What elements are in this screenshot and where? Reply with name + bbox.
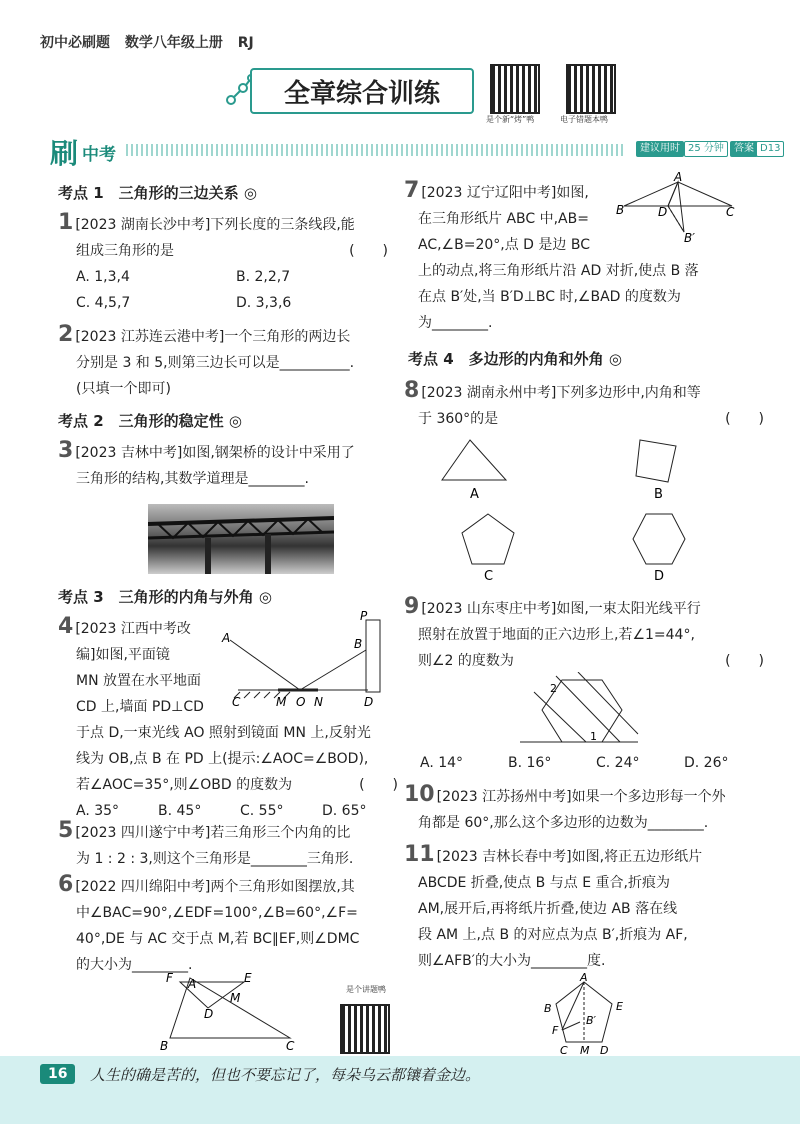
question-7: 7 [2023 辽宁辽阳中考]如图, 在三角形纸片 ABC 中,AB= AC,∠B=20°,点 D 是边 BC 上的动点,将三角形纸片沿 AD 对折,使点 B 落 在点 B′处,当 B′D⊥BC 时,∠BAD 的度数为 为________. <box>404 178 699 331</box>
svg-text:M: M <box>276 695 287 709</box>
q9-option-b[interactable]: B. 16° <box>508 755 552 771</box>
svg-text:1: 1 <box>590 730 597 743</box>
question-8: 8 [2023 湖南永州中考]下列多边形中,内角和等 于 360°的是 ( ) <box>404 378 764 427</box>
qr-code-3[interactable] <box>340 1004 390 1054</box>
svg-text:A: A <box>580 972 588 984</box>
q1-option-d[interactable]: D. 3,3,6 <box>236 295 292 311</box>
target-icon: ◎ <box>258 588 272 606</box>
question-6: 6 [2022 四川绵阳中考]两个三角形如图摆放,其 中∠BAC=90°,∠EDF=100°,∠B=60°,∠F= 40°,DE 与 AC 交于点 M,若 BC∥EF,则∠DMC 的大小为________. <box>58 872 360 973</box>
footer-motto: 人生的确是苦的，但也不要忘记了，每朵乌云都镶着金边。 <box>90 1066 481 1084</box>
svg-text:C: C <box>726 205 735 219</box>
svg-text:2: 2 <box>550 682 557 695</box>
svg-text:B: B <box>354 637 363 651</box>
q1-option-c[interactable]: C. 4,5,7 <box>76 295 131 311</box>
q4-option-a[interactable]: A. 35° <box>76 803 120 819</box>
answer-label: 答案 <box>730 141 758 157</box>
svg-text:A: A <box>674 172 683 184</box>
page-number: 16 <box>40 1064 75 1084</box>
pentagon-shape <box>462 514 514 564</box>
svg-text:F: F <box>166 971 173 985</box>
svg-text:F: F <box>552 1024 559 1037</box>
answer-code: D13 <box>756 141 784 157</box>
svg-text:O: O <box>296 695 306 709</box>
time-label: 建议用时 <box>636 141 684 157</box>
question-11: 11 [2023 吉林长春中考]如图,将正五边形纸片 ABCDE 折叠,使点 B 与点 E 重合,折痕为 AM,展开后,再将纸片折叠,使边 AB 落在线 段 AM 上,点 B 的对应点为点 B′,折痕为 AF, 则∠AFB′的大小为________度. <box>404 842 703 969</box>
qr-code-1[interactable] <box>490 64 540 114</box>
section-band <box>50 136 781 170</box>
edition: RJ <box>237 35 254 51</box>
q4-mirror-figure <box>218 610 388 710</box>
q11-pentagon-figure <box>540 972 640 1056</box>
q8-option-a[interactable]: A <box>470 487 479 502</box>
q4-option-b[interactable]: B. 45° <box>158 803 202 819</box>
svg-text:C: C <box>232 695 241 709</box>
q1-option-a[interactable]: A. 1,3,4 <box>76 269 130 285</box>
bridge-photo <box>148 504 334 574</box>
svg-text:C: C <box>560 1044 568 1056</box>
svg-text:A: A <box>188 977 197 991</box>
target-icon: ◎ <box>228 412 242 430</box>
svg-text:A: A <box>222 631 231 645</box>
svg-text:M: M <box>230 991 241 1005</box>
q4-option-d[interactable]: D. 65° <box>322 803 367 819</box>
band-stripe <box>126 144 626 156</box>
q6-triangles-figure <box>150 968 300 1052</box>
series-name: 初中必刷题 <box>40 35 110 51</box>
qr-label-2: 电子错题本鸭 <box>560 115 608 124</box>
svg-text:B: B <box>616 203 625 217</box>
svg-text:P: P <box>360 610 368 623</box>
q8-option-b[interactable]: B <box>654 487 663 502</box>
q9-hexagon-figure <box>520 672 640 748</box>
question-5: 5 [2023 四川遂宁中考]若三角形三个内角的比 为 1 : 2 : 3,则这个三角形是________三角形. <box>58 818 354 867</box>
page-title: 全章综合训练 <box>250 68 474 114</box>
svg-text:N: N <box>314 695 323 709</box>
q8-polygons-figure <box>440 434 740 584</box>
q9-option-d[interactable]: D. 26° <box>684 755 729 771</box>
question-3: 3 [2023 吉林中考]如图,钢架桥的设计中采用了 三角形的结构,其数学道理是________. <box>58 438 355 487</box>
running-header <box>40 32 264 52</box>
target-icon: ◎ <box>608 350 622 368</box>
svg-text:D: D <box>364 695 374 709</box>
svg-text:B: B <box>160 1039 169 1052</box>
svg-text:B′: B′ <box>586 1014 597 1027</box>
q8-option-d[interactable]: D <box>654 569 665 584</box>
time-value: 25 分钟 <box>684 141 728 157</box>
band-big-char: 刷 <box>50 137 79 170</box>
q4-option-c[interactable]: C. 55° <box>240 803 284 819</box>
q9-options <box>420 750 760 776</box>
qr-code-2[interactable] <box>566 64 616 114</box>
q1-option-b[interactable]: B. 2,2,7 <box>236 269 291 285</box>
q9-option-c[interactable]: C. 24° <box>596 755 640 771</box>
quadrilateral-shape <box>636 440 676 482</box>
target-icon: ◎ <box>243 184 257 202</box>
section-3-title: 考点 3 三角形的内角与外角 ◎ <box>58 588 272 606</box>
bridge-truss <box>148 504 334 574</box>
question-9: 9 [2023 山东枣庄中考]如图,一束太阳光线平行 照射在放置于地面的正六边形上,若∠1=44°, 则∠2 的度数为 ( ) <box>404 594 764 669</box>
question-10: 10 [2023 江苏扬州中考]如果一个多边形每一个外 角都是 60°,那么这个多边形的边数为________. <box>404 782 726 831</box>
section-1-title: 考点 1 三角形的三边关系 ◎ <box>58 184 257 202</box>
question-1: 1 [2023 湖南长沙中考]下列长度的三条线段,能 组成三角形的是 ( ) A. 1,3,4 B. 2,2,7 C. 4,5,7 D. 3,3,6 <box>58 210 388 316</box>
section-4-title: 考点 4 多边形的内角和外角 ◎ <box>408 350 622 368</box>
svg-text:D: D <box>204 1007 214 1021</box>
svg-text:M: M <box>580 1044 590 1056</box>
q9-option-a[interactable]: A. 14° <box>420 755 464 771</box>
svg-text:D: D <box>600 1044 609 1056</box>
qr-label-1: 是个新“烤”鸭 <box>486 115 535 124</box>
svg-text:B′: B′ <box>684 231 695 245</box>
q7-fold-figure <box>614 172 744 246</box>
svg-text:C: C <box>286 1039 295 1052</box>
svg-text:B: B <box>544 1002 552 1015</box>
svg-text:E: E <box>244 971 252 985</box>
qr-label-3: 是个讲题鸭 <box>346 985 386 994</box>
subject-name: 数学八年级上册 <box>124 35 223 51</box>
triangle-shape <box>442 440 506 480</box>
question-2: 2 [2023 江苏连云港中考]一个三角形的两边长 分别是 3 和 5,则第三边长可以是__________. (只填一个即可) <box>58 322 355 397</box>
hexagon-shape <box>633 514 685 564</box>
question-4: 4 [2023 江西中考改 编]如图,平面镜 MN 放置在水平地面 CD 上,墙面 PD⊥CD 于点 D,一束光线 AO 照射到镜面 MN 上,反射光 线为 OB,点 B 在 PD 上(提示:∠AOC=∠BOD), 若∠AOC=35°,则∠OBD 的度数为 ( ) A. 35° B. 45° C. 55° D. 65° <box>58 614 398 824</box>
section-2-title: 考点 2 三角形的稳定性 ◎ <box>58 412 242 430</box>
svg-text:E: E <box>616 1000 623 1013</box>
q8-option-c[interactable]: C <box>484 569 494 584</box>
svg-text:D: D <box>658 205 668 219</box>
band-label: 中考 <box>82 145 116 165</box>
